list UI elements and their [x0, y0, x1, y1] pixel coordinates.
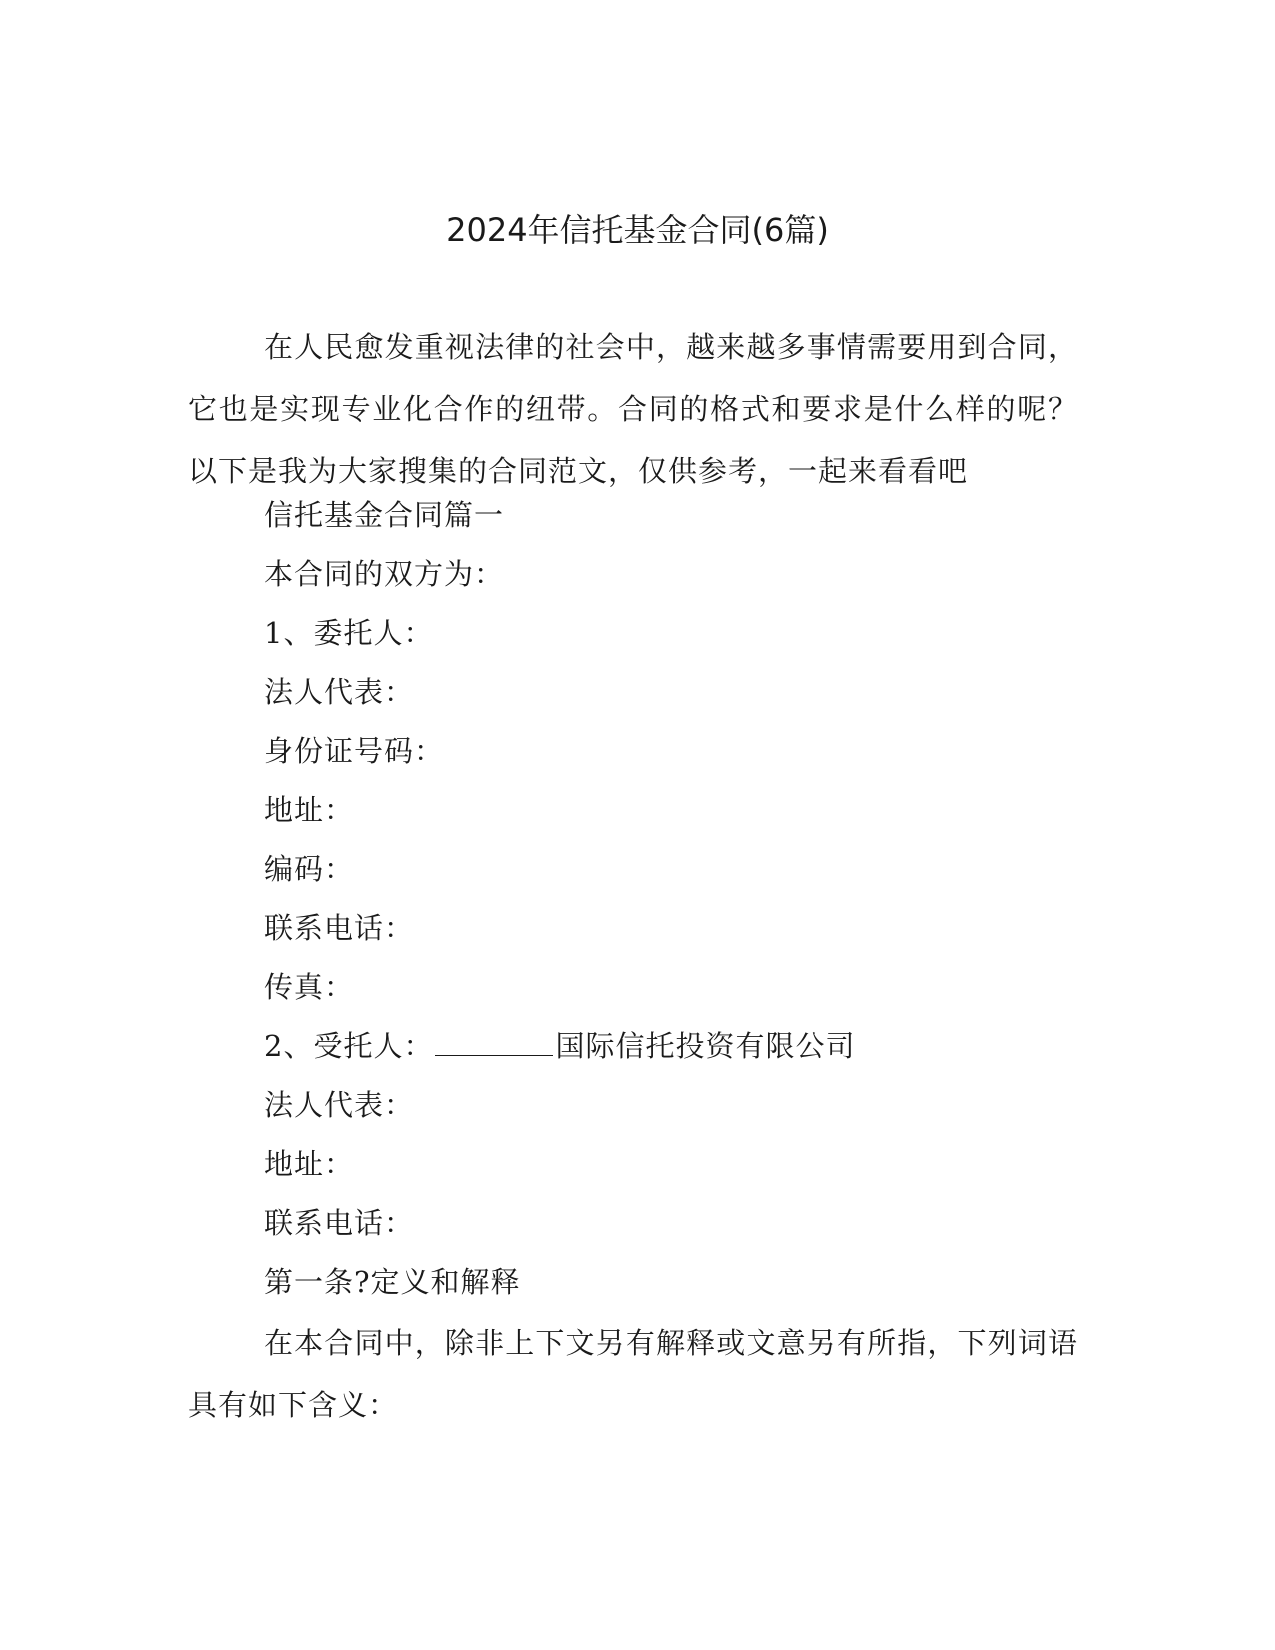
- principal-id-number: 身份证号码：: [264, 734, 445, 768]
- article-one-paragraph: 在本合同中，除非上下文另有解释或文意另有所指，下列词语具有如下含义：: [188, 1326, 1078, 1422]
- principal-phone: 联系电话：: [264, 911, 415, 945]
- trustee-company: 国际信托投资有限公司: [555, 1029, 856, 1063]
- principal-fax: 传真：: [264, 970, 355, 1004]
- trustee-legal-rep: 法人代表：: [264, 1088, 415, 1122]
- principal-address: 地址：: [264, 793, 355, 827]
- document-title: 2024年信托基金合同(6篇): [446, 211, 829, 249]
- article-one-heading: 第一条?定义和解释: [264, 1265, 521, 1299]
- intro-paragraph: 在人民愈发重视法律的社会中，越来越多事情需要用到合同，它也是实现专业化合作的纽带。合同的格式和要求是什么样的呢？以下是我为大家搜集的合同范文，仅供参考，一起来看看吧: [188, 330, 1078, 488]
- trustee-name-blank: [435, 1027, 553, 1056]
- principal-legal-rep: 法人代表：: [264, 675, 415, 709]
- principal-postcode: 编码：: [264, 852, 355, 886]
- principal-label: 1、委托人：: [264, 616, 434, 650]
- parties-intro: 本合同的双方为：: [264, 557, 505, 591]
- trustee-label: 2、受托人：: [264, 1029, 434, 1063]
- section-heading: 信托基金合同篇一: [264, 498, 505, 532]
- trustee-line: [264, 1026, 855, 1066]
- trustee-address: 地址：: [264, 1147, 355, 1181]
- trustee-phone: 联系电话：: [264, 1206, 415, 1240]
